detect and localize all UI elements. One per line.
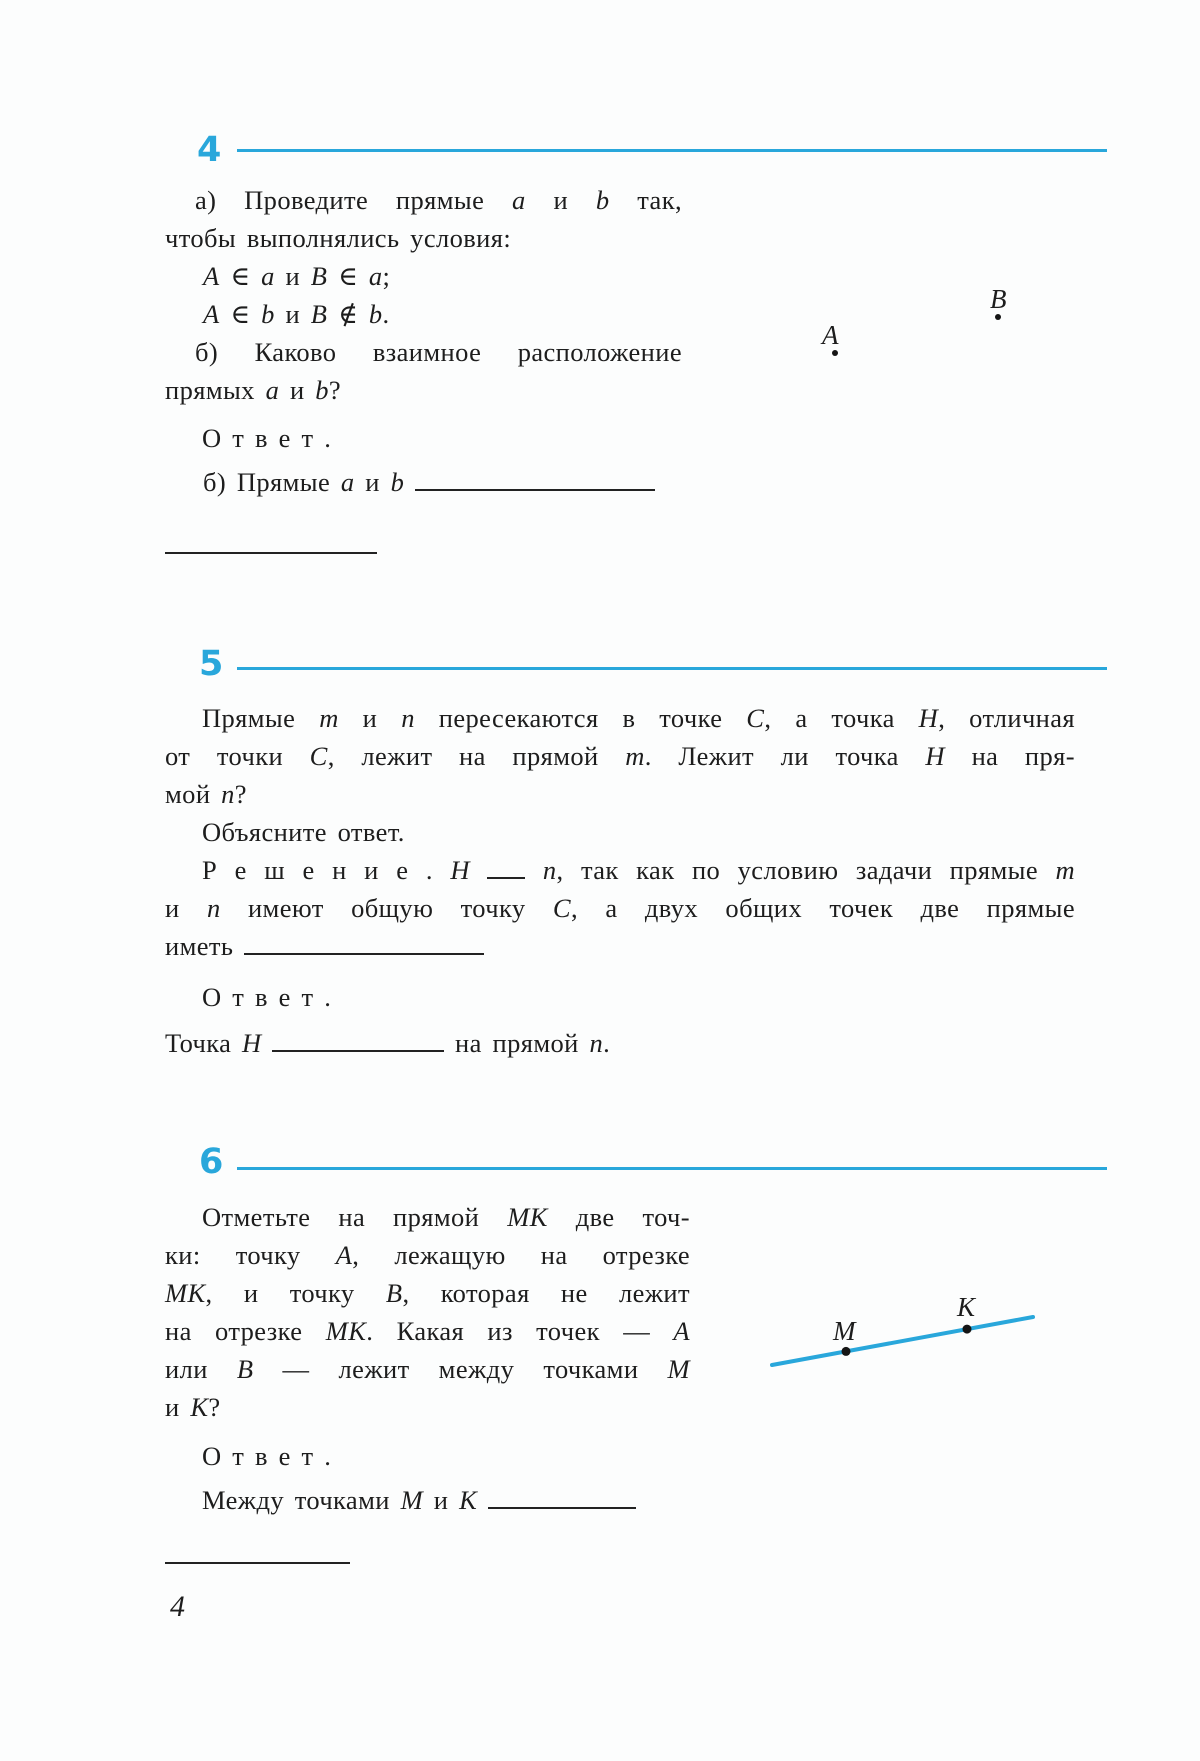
text-fragment: и	[423, 1485, 460, 1515]
page-number: 4	[170, 1590, 185, 1623]
text-fragment: n	[221, 779, 235, 809]
text-fragment: H	[242, 1028, 262, 1058]
text-fragment: ?	[234, 779, 247, 809]
fill-in-blank[interactable]	[272, 1024, 444, 1052]
point-a-label: A	[822, 320, 839, 350]
text-fragment: , лежащую на отрезке	[352, 1240, 691, 1270]
text-fragment: Объясните ответ.	[202, 817, 405, 847]
text-fragment: B	[310, 299, 328, 329]
answer-blank-line	[165, 526, 377, 564]
text-line	[165, 1274, 690, 1312]
text-fragment: , и точку	[205, 1278, 386, 1308]
point-m-label: M	[833, 1316, 856, 1346]
text-fragment: мой	[165, 779, 222, 809]
text-fragment: n	[206, 893, 221, 923]
answer-line	[165, 1024, 610, 1062]
text-fragment: иметь	[165, 931, 245, 961]
problem-number: 4	[197, 130, 222, 170]
text-fragment: . Лежит ли точка	[644, 741, 926, 771]
text-fragment: ∈	[327, 261, 369, 291]
problem-4-text	[165, 181, 682, 409]
text-fragment: чтобы выполнялись условия:	[165, 223, 512, 253]
text-fragment	[525, 855, 542, 885]
text-fragment: n	[589, 1028, 604, 1058]
text-fragment: или	[165, 1354, 237, 1384]
fill-in-blank[interactable]	[488, 1481, 636, 1509]
text-fragment: на пря-	[944, 741, 1075, 771]
text-fragment: ∈	[219, 299, 262, 329]
text-fragment: ∉	[327, 299, 369, 329]
text-fragment	[404, 467, 415, 497]
text-fragment: ∈	[219, 261, 262, 291]
text-fragment: MK	[507, 1202, 548, 1232]
text-line	[165, 1236, 690, 1274]
text-fragment: О т в е т .	[202, 1441, 332, 1471]
text-fragment: .	[382, 299, 390, 329]
text-fragment: а) Проведите прямые	[195, 185, 513, 215]
text-fragment	[262, 1028, 273, 1058]
text-fragment: Прямые	[202, 703, 320, 733]
text-fragment: b	[315, 375, 329, 405]
text-line	[165, 181, 682, 219]
text-fragment: . Какая из точек —	[366, 1316, 674, 1346]
text-fragment: ки: точку	[165, 1240, 336, 1270]
text-fragment: C	[552, 893, 571, 923]
text-fragment: Точка	[165, 1028, 243, 1058]
text-fragment: прямых	[165, 375, 266, 405]
fill-in-blank[interactable]	[165, 526, 377, 554]
text-fragment: a	[261, 261, 275, 291]
text-fragment	[477, 1485, 488, 1515]
text-line	[165, 333, 682, 371]
point-b-dot	[995, 314, 1001, 320]
text-fragment: B	[310, 261, 328, 291]
text-fragment: , так как по условию задачи прямые	[556, 855, 1056, 885]
text-fragment: Между точками	[202, 1485, 401, 1515]
text-fragment: Р е ш е н и е .	[202, 855, 451, 885]
section-rule	[237, 149, 1107, 152]
text-fragment: б) Прямые	[203, 467, 341, 497]
answer-blank-line	[165, 1536, 350, 1574]
point-k-dot	[963, 1325, 972, 1334]
text-line	[165, 1198, 690, 1236]
text-fragment: a	[340, 467, 355, 497]
text-fragment: , лежит на прямой	[327, 741, 626, 771]
line-mk-diagram	[760, 1300, 1050, 1380]
answer-heading	[165, 419, 331, 457]
problem-number: 5	[199, 644, 224, 684]
text-fragment: б) Каково взаимное расположение	[195, 337, 682, 367]
text-line	[165, 927, 1075, 965]
text-fragment: K	[190, 1392, 209, 1422]
text-fragment: C	[309, 741, 328, 771]
text-fragment: A	[203, 299, 220, 329]
text-fragment: MK	[325, 1316, 367, 1346]
text-fragment: B	[385, 1278, 403, 1308]
text-fragment	[470, 855, 487, 885]
text-fragment: , а точка	[764, 703, 919, 733]
answer-heading	[165, 978, 331, 1016]
text-fragment: и	[338, 703, 402, 733]
text-line	[165, 1350, 690, 1388]
text-fragment: b	[390, 467, 405, 497]
text-fragment: a	[265, 375, 280, 405]
text-fragment: так,	[609, 185, 682, 215]
text-fragment: ?	[208, 1392, 221, 1422]
fill-in-blank[interactable]	[487, 851, 525, 879]
text-fragment: на отрезке	[165, 1316, 326, 1346]
text-fragment: и	[525, 185, 596, 215]
text-line	[165, 737, 1075, 775]
text-fragment: b	[261, 299, 275, 329]
text-fragment: О т в е т .	[202, 423, 332, 453]
text-fragment: H	[925, 741, 945, 771]
point-m-dot	[842, 1347, 851, 1356]
text-fragment: M	[667, 1354, 690, 1384]
text-line	[165, 257, 682, 295]
text-fragment: a	[512, 185, 526, 215]
text-fragment: , отличная	[938, 703, 1076, 733]
text-fragment: пересекаются в точке	[414, 703, 747, 733]
text-fragment: — лежит между точками	[253, 1354, 668, 1384]
text-line	[165, 851, 1075, 889]
text-fragment: ;	[382, 261, 391, 291]
text-line	[165, 699, 1075, 737]
text-fragment: H	[918, 703, 939, 733]
text-fragment: C	[746, 703, 765, 733]
section-rule	[237, 667, 1107, 670]
fill-in-blank[interactable]	[165, 1536, 350, 1564]
answer-line	[165, 463, 655, 501]
text-fragment: K	[459, 1485, 478, 1515]
problem-5-text	[165, 699, 1075, 965]
text-fragment: и	[274, 261, 311, 291]
text-fragment: и	[165, 1392, 191, 1422]
text-fragment: и	[354, 467, 391, 497]
problem-6-text	[165, 1198, 690, 1426]
fill-in-blank[interactable]	[415, 463, 655, 491]
text-fragment: и	[165, 893, 207, 923]
section-rule	[237, 1167, 1107, 1170]
problem-number: 6	[199, 1142, 224, 1182]
text-fragment: от точки	[165, 741, 310, 771]
text-line	[165, 813, 1075, 851]
text-fragment: .	[603, 1028, 611, 1058]
text-fragment: две точ-	[547, 1202, 690, 1232]
text-fragment: B	[236, 1354, 254, 1384]
text-fragment: M	[400, 1485, 424, 1515]
text-line	[165, 889, 1075, 927]
text-fragment: , которая не лежит	[402, 1278, 690, 1308]
answer-line	[165, 1481, 636, 1519]
text-fragment: , а двух общих точек две прямые	[570, 893, 1075, 923]
text-fragment: n	[401, 703, 415, 733]
text-fragment: и	[279, 375, 316, 405]
text-fragment: b	[368, 299, 383, 329]
text-line	[165, 219, 682, 257]
text-fragment: m	[1055, 855, 1075, 885]
text-fragment: О т в е т .	[202, 982, 332, 1012]
answer-heading	[165, 1437, 331, 1475]
text-fragment: m	[625, 741, 645, 771]
point-a-dot	[832, 350, 838, 356]
text-fragment: A	[203, 261, 220, 291]
line-mk	[772, 1317, 1033, 1365]
text-line	[165, 775, 1075, 813]
text-fragment: на прямой	[444, 1028, 590, 1058]
text-line	[165, 1388, 690, 1426]
text-fragment: ?	[328, 375, 342, 405]
text-fragment: и	[274, 299, 311, 329]
point-k-label: K	[957, 1292, 976, 1322]
point-b-label: B	[990, 284, 1007, 314]
text-fragment: m	[319, 703, 339, 733]
text-line	[165, 1312, 690, 1350]
text-fragment: MK	[165, 1278, 206, 1308]
text-line	[165, 371, 682, 409]
fill-in-blank[interactable]	[244, 927, 484, 955]
text-fragment: n	[542, 855, 557, 885]
text-fragment: Отметьте на прямой	[202, 1202, 508, 1232]
text-line	[165, 295, 682, 333]
text-fragment: имеют общую точку	[220, 893, 553, 923]
text-fragment: H	[450, 855, 470, 885]
text-fragment: a	[368, 261, 383, 291]
text-fragment: b	[595, 185, 610, 215]
text-fragment: A	[335, 1240, 353, 1270]
text-fragment: A	[673, 1316, 690, 1346]
